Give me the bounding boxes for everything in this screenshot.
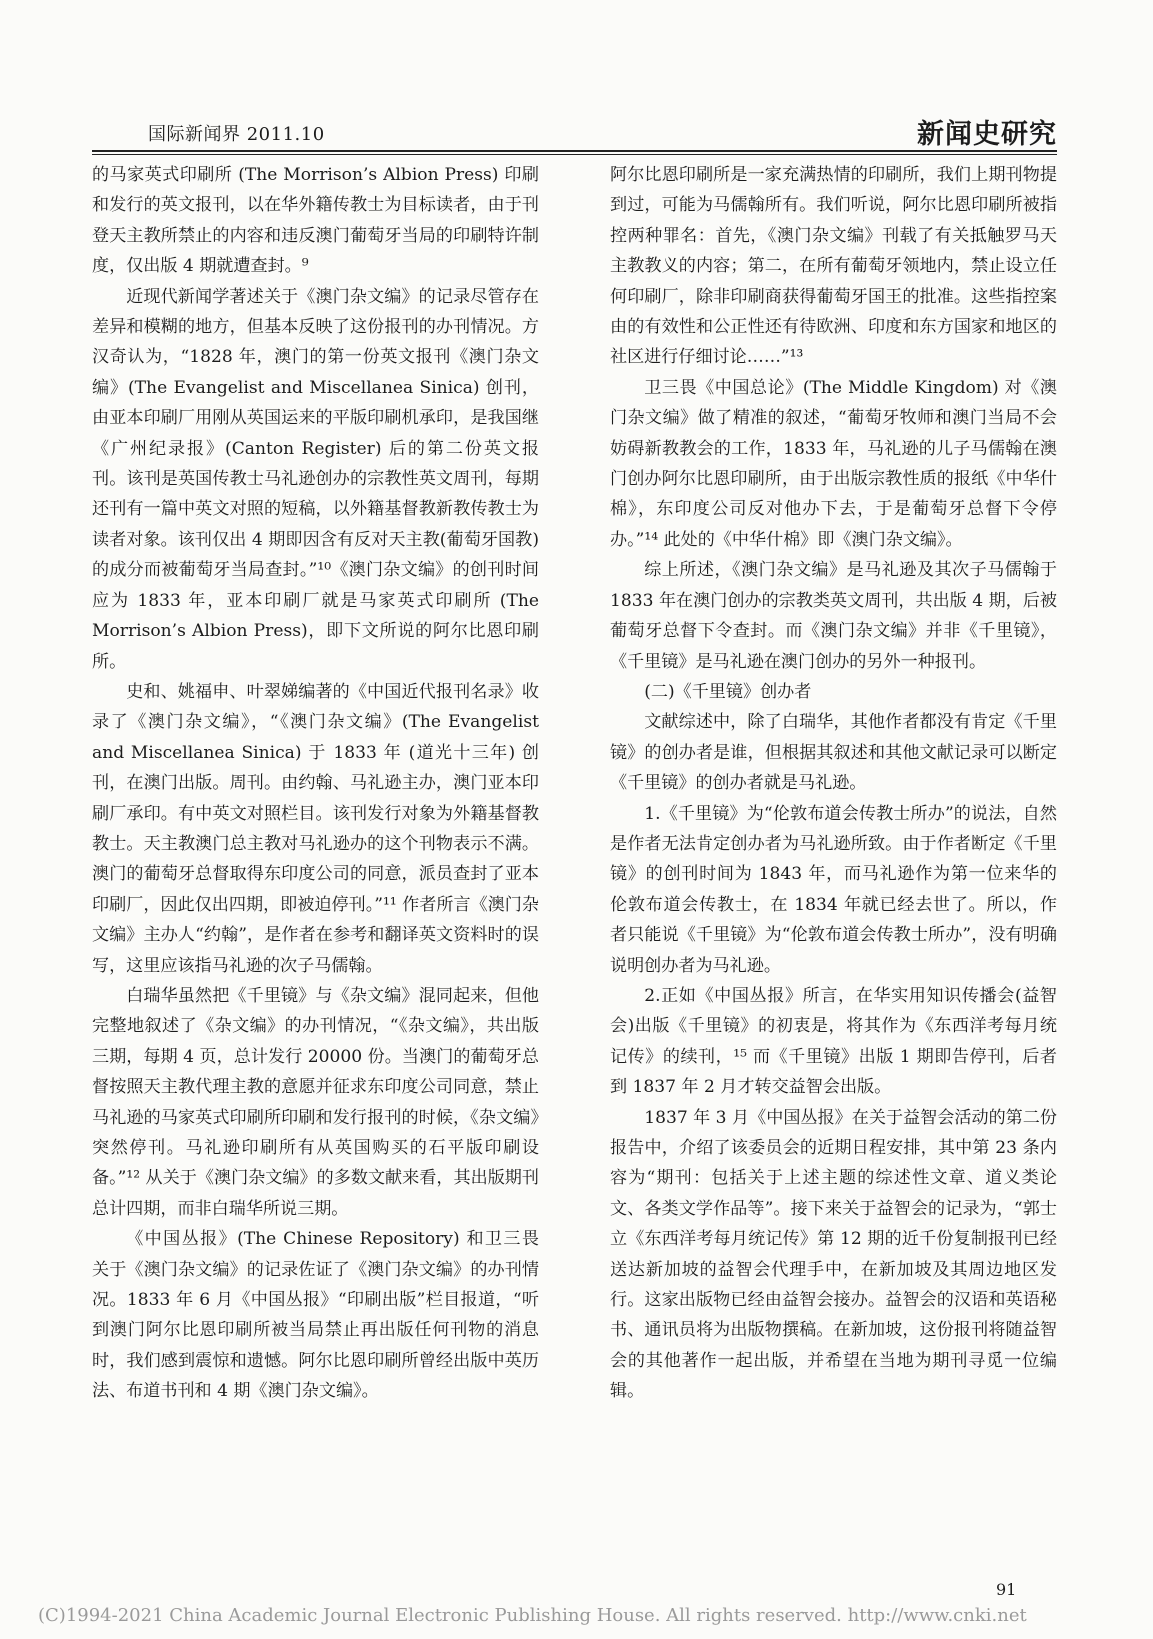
- paragraph: 《中国丛报》(The Chinese Repository) 和卫三畏关于《澳门杂文编》的记录佐证了《澳门杂文编》的办刊情况。1833 年 6 月《中国丛报》“印刷出版”栏目报道，“听到澳门阿尔比恩印刷所被当局禁止再出版任何刊物的消息时，我们感到震惊和遗憾。阿尔比恩印刷所曾经出版中英历法、布道书刊和 4 期《澳门杂文编》。: [92, 1229, 539, 1402]
- journal-name: 国际新闻界 2011.10: [148, 124, 325, 145]
- paragraph: 阿尔比恩印刷所是一家充满热情的印刷所，我们上期刊物提到过，可能为马儒翰所有。我们听说，阿尔比恩印刷所被指控两种罪名：首先，《澳门杂文编》刊载了有关抵触罗马天主教教义的内容；第二，在所有葡萄牙领地内，禁止设立任何印刷厂，除非印刷商获得葡萄牙国王的批准。这些指控案由的有效性和公正性还有待欧洲、印度和东方国家和地区的社区进行仔细讨论……”¹³: [610, 165, 1057, 368]
- copyright-notice: (C)1994-2021 China Academic Journal Electronic Publishing House. All rights reserved. http://www.cnki.net: [38, 1605, 1027, 1626]
- paragraph: 史和、姚福申、叶翠娣编著的《中国近代报刊名录》收录了《澳门杂文编》，“《澳门杂文编》(The Evangelist and Miscellanea Sinica) 于 1833 年 (道光十三年) 创刊，在澳门出版。周刊。由约翰、马礼逊主办，澳门亚本印刷厂承印。有中英文对照栏目。该刊发行对象为外籍基督教教士。天主教澳门总主教对马礼逊办的这个刊物表示不满。澳门的葡萄牙总督取得东印度公司的同意，派员查封了亚本印刷厂，因此仅出四期，即被迫停刊。”¹¹ 作者所言《澳门杂文编》主办人“约翰”，是作者在参考和翻译英文资料时的误写，这里应该指马礼逊的次子马儒翰。: [92, 681, 539, 976]
- paragraph: 1837 年 3 月《中国丛报》在关于益智会活动的第二份报告中，介绍了该委员会的近期日程安排，其中第 23 条内容为“期刊：包括关于上述主题的综述性文章、道义类论文、各类文学作品等”。接下来关于益智会的记录为，“郭士立《东西洋考每月统记传》第 12 期的近千份复制报刊已经送达新加坡的益智会代理手中，在新加坡及其周边地区发行。这家出版物已经由益智会接办。益智会的汉语和英语秘书、通讯员将为出版物撰稿。在新加坡，这份报刊将随益智会的其他著作一起出版，并希望在当地为期刊寻觅一位编辑。: [610, 1107, 1057, 1402]
- page-number: 91: [996, 1580, 1017, 1599]
- paragraph: 卫三畏《中国总论》(The Middle Kingdom) 对《澳门杂文编》做了精准的叙述，“葡萄牙牧师和澳门当局不会妨碍新教教会的工作，1833 年，马礼逊的儿子马儒翰在澳门创办阿尔比恩印刷所，由于出版宗教性质的报纸《中华什棉》，东印度公司反对他办下去，于是葡萄牙总督下令停办。”¹⁴ 此处的《中华什棉》即《澳门杂文编》。: [610, 377, 1057, 550]
- header-rule-thin: [92, 154, 1057, 155]
- paragraph: 1.《千里镜》为“伦敦布道会传教士所办”的说法，自然是作者无法肯定创办者为马礼逊所致。由于作者断定《千里镜》的创刊时间为 1843 年，而马礼逊作为第一位来华的伦敦布道会传教士，在 1834 年就已经去世了。所以，作者只能说《千里镜》为“伦敦布道会传教士所办”，没有明确说明创办者为马礼逊。: [610, 803, 1057, 976]
- header-rule: [92, 150, 1057, 152]
- left-column: [92, 160, 539, 1407]
- paragraph: 文献综述中，除了白瑞华，其他作者都没有肯定《千里镜》的创办者是谁，但根据其叙述和其他文献记录可以断定《千里镜》的创办者就是马礼逊。: [610, 712, 1057, 794]
- paragraph: 的马家英式印刷所 (The Morrison’s Albion Press) 印刷和发行的英文报刊，以在华外籍传教士为目标读者，由于刊登天主教所禁止的内容和违反澳门葡萄牙当局的印刷特许制度，仅出版 4 期就遭查封。⁹: [92, 165, 539, 277]
- paragraph: 综上所述，《澳门杂文编》是马礼逊及其次子马儒翰于 1833 年在澳门创办的宗教类英文周刊，共出版 4 期，后被葡萄牙总督下令查封。而《澳门杂文编》并非《千里镜》，《千里镜》是马礼逊在澳门创办的另外一种报刊。: [610, 560, 1057, 672]
- section-title: 新闻史研究: [917, 119, 1057, 150]
- section-heading: (二)《千里镜》创办者: [644, 681, 812, 702]
- paragraph: 2.正如《中国丛报》所言，在华实用知识传播会(益智会)出版《千里镜》的初衷是，将其作为《东西洋考每月统记传》的续刊，¹⁵ 而《千里镜》出版 1 期即告停刊，后者到 1837 年 2 月才转交益智会出版。: [610, 985, 1057, 1098]
- paragraph: 近现代新闻学著述关于《澳门杂文编》的记录尽管存在差异和模糊的地方，但基本反映了这份报刊的办刊情况。方汉奇认为，“1828 年，澳门的第一份英文报刊《澳门杂文编》(The Evangelist and Miscellanea Sinica) 创刊，由亚本印刷厂用刚从英国运来的平版印刷机承印，是我国继《广州纪录报》(Canton Register) 后的第二份英文报刊。该刊是英国传教士马礼逊创办的宗教性英文周刊，每期还刊有一篇中英文对照的短稿，以外籍基督教新教传教士为读者对象。该刊仅出 4 期即因含有反对天主教(葡萄牙国教)的成分而被葡萄牙当局查封。”¹⁰《澳门杂文编》的创刊时间应为 1833 年，亚本印刷厂就是马家英式印刷所 (The Morrison’s Albion Press)，即下文所说的阿尔比恩印刷所。: [92, 286, 539, 672]
- running-header: [92, 112, 1057, 150]
- right-column: [610, 160, 1057, 1407]
- paragraph: 白瑞华虽然把《千里镜》与《杂文编》混同起来，但他完整地叙述了《杂文编》的办刊情况，“《杂文编》，共出版三期，每期 4 页，总计发行 20000 份。当澳门的葡萄牙总督按照天主教代理主教的意愿并征求东印度公司同意，禁止马礼逊的马家英式印刷所印刷和发行报刊的时候，《杂文编》突然停刊。马礼逊印刷所有从英国购买的石平版印刷设备。”¹² 从关于《澳门杂文编》的多数文献来看，其出版期刊总计四期，而非白瑞华所说三期。: [92, 985, 539, 1219]
